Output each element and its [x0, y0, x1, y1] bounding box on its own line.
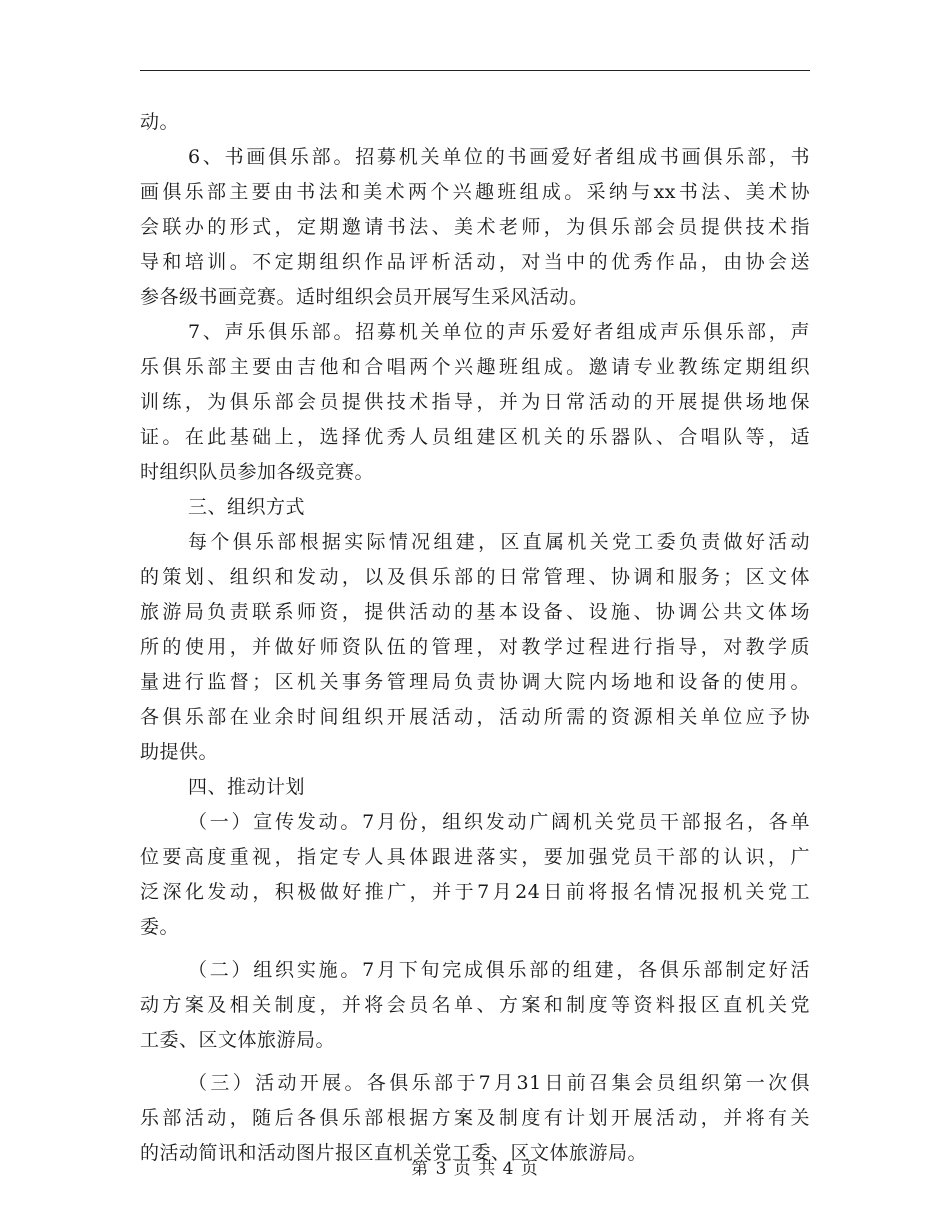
- paragraph-line: 量进行监督；区机关事务管理局负责协调大院内场地和设备的使用。: [140, 671, 810, 693]
- paragraph-line: 各俱乐部在业余时间组织开展活动，活动所需的资源相关单位应予协: [140, 706, 810, 728]
- section-heading: 三、组织方式: [188, 496, 306, 518]
- paragraph-line: 6、书画俱乐部。招募机关单位的书画爱好者组成书画俱乐部，书: [188, 146, 810, 168]
- paragraph-line: 委。: [140, 916, 180, 938]
- paragraph-line: （一）宣传发动。7月份，组织发动广阔机关党员干部报名，各单: [188, 811, 810, 833]
- paragraph-line: 动方案及相关制度，并将会员名单、方案和制度等资料报区直机关党: [140, 994, 810, 1016]
- paragraph-line: 旅游局负责联系师资，提供活动的基本设备、设施、协调公共文体场: [140, 601, 810, 623]
- paragraph-line: 参各级书画竞赛。适时组织会员开展写生采风活动。: [140, 286, 589, 308]
- paragraph-line: （三）活动开展。各俱乐部于7月31日前召集会员组织第一次俱: [188, 1072, 810, 1094]
- paragraph-line: 位要高度重视，指定专人具体跟进落实，要加强党员干部的认识，广: [140, 846, 810, 868]
- paragraph-line: 所的使用，并做好师资队伍的管理，对教学过程进行指导，对教学质: [140, 636, 810, 658]
- paragraph-line: 导和培训。不定期组织作品评析活动，对当中的优秀作品，由协会送: [140, 251, 810, 273]
- page-footer: 第 3 页 共 4 页: [411, 1159, 539, 1179]
- section-heading: 四、推动计划: [188, 776, 306, 798]
- paragraph-line: 乐部活动，随后各俱乐部根据方案及制度有计划开展活动，并将有关: [140, 1107, 810, 1129]
- paragraph-line: 工委、区文体旅游局。: [140, 1029, 336, 1051]
- document-body: [140, 105, 810, 1171]
- header-rule: [140, 70, 810, 71]
- paragraph-line: 画俱乐部主要由书法和美术两个兴趣班组成。采纳与xx书法、美术协: [140, 181, 810, 203]
- paragraph-line: 训练，为俱乐部会员提供技术指导，并为日常活动的开展提供场地保: [140, 391, 810, 413]
- paragraph-line: 每个俱乐部根据实际情况组建，区直属机关党工委负责做好活动: [188, 531, 810, 553]
- paragraph-line: 动。: [140, 111, 180, 133]
- paragraph-line: 证。在此基础上，选择优秀人员组建区机关的乐器队、合唱队等，适: [140, 426, 810, 448]
- paragraph-line: 乐俱乐部主要由吉他和合唱两个兴趣班组成。邀请专业教练定期组织: [140, 356, 810, 378]
- paragraph-line: 会联办的形式，定期邀请书法、美术老师，为俱乐部会员提供技术指: [140, 216, 810, 238]
- paragraph-line: 的活动简讯和活动图片报区直机关党工委、区文体旅游局。: [140, 1142, 648, 1164]
- paragraph-line: 时组织队员参加各级竞赛。: [140, 461, 375, 483]
- paragraph-line: 助提供。: [140, 741, 219, 763]
- paragraph-line: 7、声乐俱乐部。招募机关单位的声乐爱好者组成声乐俱乐部，声: [188, 321, 810, 343]
- paragraph-line: 泛深化发动，积极做好推广，并于7月24日前将报名情况报机关党工: [140, 881, 810, 903]
- paragraph-line: （二）组织实施。7月下旬完成俱乐部的组建，各俱乐部制定好活: [188, 959, 810, 981]
- paragraph-line: 的策划、组织和发动，以及俱乐部的日常管理、协调和服务；区文体: [140, 566, 810, 588]
